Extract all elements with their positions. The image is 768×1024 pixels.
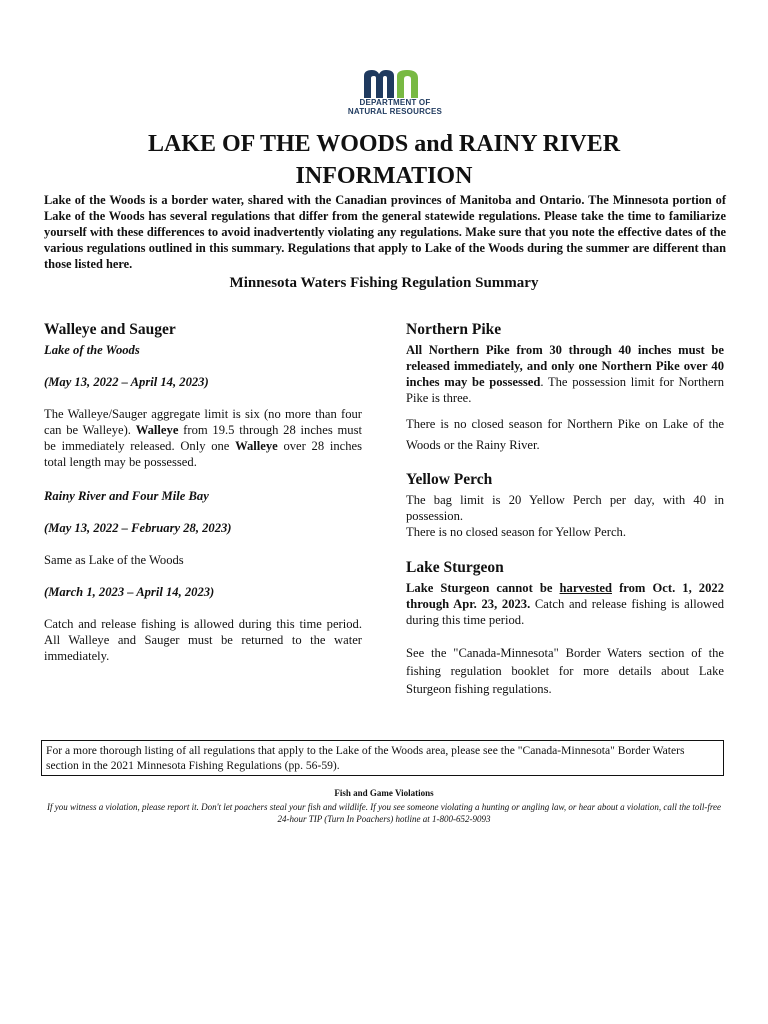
lotw-dates: (May 13, 2022 – April 14, 2023): [44, 375, 209, 389]
rainy-text-1: Same as Lake of the Woods: [44, 553, 184, 567]
rainy-dates-1: (May 13, 2022 – February 28, 2023): [44, 521, 232, 535]
pike-text: [406, 342, 724, 406]
sturgeon-harvested: harvested: [559, 581, 612, 595]
walleye-heading: Walleye and Sauger: [44, 321, 176, 338]
logo-n-shape: [397, 70, 418, 98]
walleye-limit-text: [44, 406, 362, 470]
page-title: [0, 128, 768, 192]
pike-bold-text: All Northern Pike from 30 through 40 inches must be released immediately, and only one Northern Pike over 40 inches may be possessed: [406, 343, 724, 389]
right-column: [406, 320, 724, 698]
sturgeon-bold-1: Lake Sturgeon cannot be: [406, 581, 560, 595]
intro-paragraph: Lake of the Woods is a border water, shared with the Canadian provinces of Manitoba and Ontario. The Minnesota portion of Lake of the Woods has several regulations that differ from the general statewide regulations. Please take the time to familiarize yourself with these differences to avoid inadvertently violating any regulations. Make sure that you note the effective dates of the various regulations outlined in this summary. Regulations that apply to Lake of the Woods during the summer are different than those listed here.: [44, 193, 726, 271]
sturgeon-heading: Lake Sturgeon: [406, 559, 504, 576]
left-column: [44, 320, 362, 664]
summary-heading: Minnesota Waters Fishing Regulation Summary: [229, 275, 539, 291]
logo-line-1: DEPARTMENT OF: [359, 98, 431, 107]
sturgeon-text: [406, 580, 724, 628]
pike-heading: Northern Pike: [406, 321, 502, 338]
limit-part-3: over 28 inches total length may be possessed.: [44, 439, 362, 469]
perch-season: There is no closed season for Yellow Perch.: [406, 525, 626, 539]
logo-m-shape: [364, 70, 394, 98]
violations-text: If you witness a violation, please report it. Don't let poachers steal your fish and wildlife. If you see someone violating a hunting or angling law, or hear about a violation, call the toll-free 24-hour TIP (Turn In Poachers) hotline at 1-800-652-9093: [46, 802, 722, 824]
limit-walleye-1: Walleye: [135, 423, 179, 437]
title-line-1: LAKE OF THE WOODS and RAINY RIVER: [147, 131, 621, 157]
limit-part-1: The Walleye/Sauger aggregate limit is six (no more than four can be Walleye).: [44, 407, 362, 437]
dnr-logo: [340, 68, 450, 116]
pike-rest-text: . The possession limit for Northern Pike is three.: [406, 375, 724, 405]
lotw-label: Lake of the Woods: [44, 343, 140, 357]
rainy-label: Rainy River and Four Mile Bay: [44, 489, 209, 503]
violations-title: Fish and Game Violations: [334, 788, 434, 798]
sturgeon-see-text: See the "Canada-Minnesota" Border Waters section of the fishing regulation booklet for more details about Lake Sturgeon fishing regulations.: [406, 646, 724, 696]
limit-part-2: from 19.5 through 28 inches must be immediately released. Only one: [44, 423, 362, 453]
pike-season: There is no closed season for Northern Pike on Lake of the Woods or the Rainy River.: [406, 417, 724, 452]
rainy-dates-2: (March 1, 2023 – April 14, 2023): [44, 585, 215, 599]
perch-heading: Yellow Perch: [406, 471, 493, 488]
mn-logo-icon: [364, 68, 426, 98]
title-line-2: INFORMATION: [295, 163, 473, 189]
perch-limit: The bag limit is 20 Yellow Perch per day, with 40 in possession.: [406, 493, 724, 523]
more-info-box: For a more thorough listing of all regulations that apply to the Lake of the Woods area, please see the "Canada-Minnesota" Border Waters section in the 2021 Minnesota Fishing Regulations (pp. 56-59).: [41, 740, 724, 776]
sturgeon-rest: Catch and release fishing is allowed during this time period.: [406, 597, 724, 627]
sturgeon-bold-2: from Oct. 1, 2022 through Apr. 23, 2023.: [406, 581, 724, 611]
limit-walleye-2: Walleye: [235, 439, 278, 453]
logo-line-2: NATURAL RESOURCES: [347, 107, 443, 116]
rainy-text-2: Catch and release fishing is allowed during this time period. All Walleye and Sauger must be returned to the water immediately.: [44, 617, 362, 663]
